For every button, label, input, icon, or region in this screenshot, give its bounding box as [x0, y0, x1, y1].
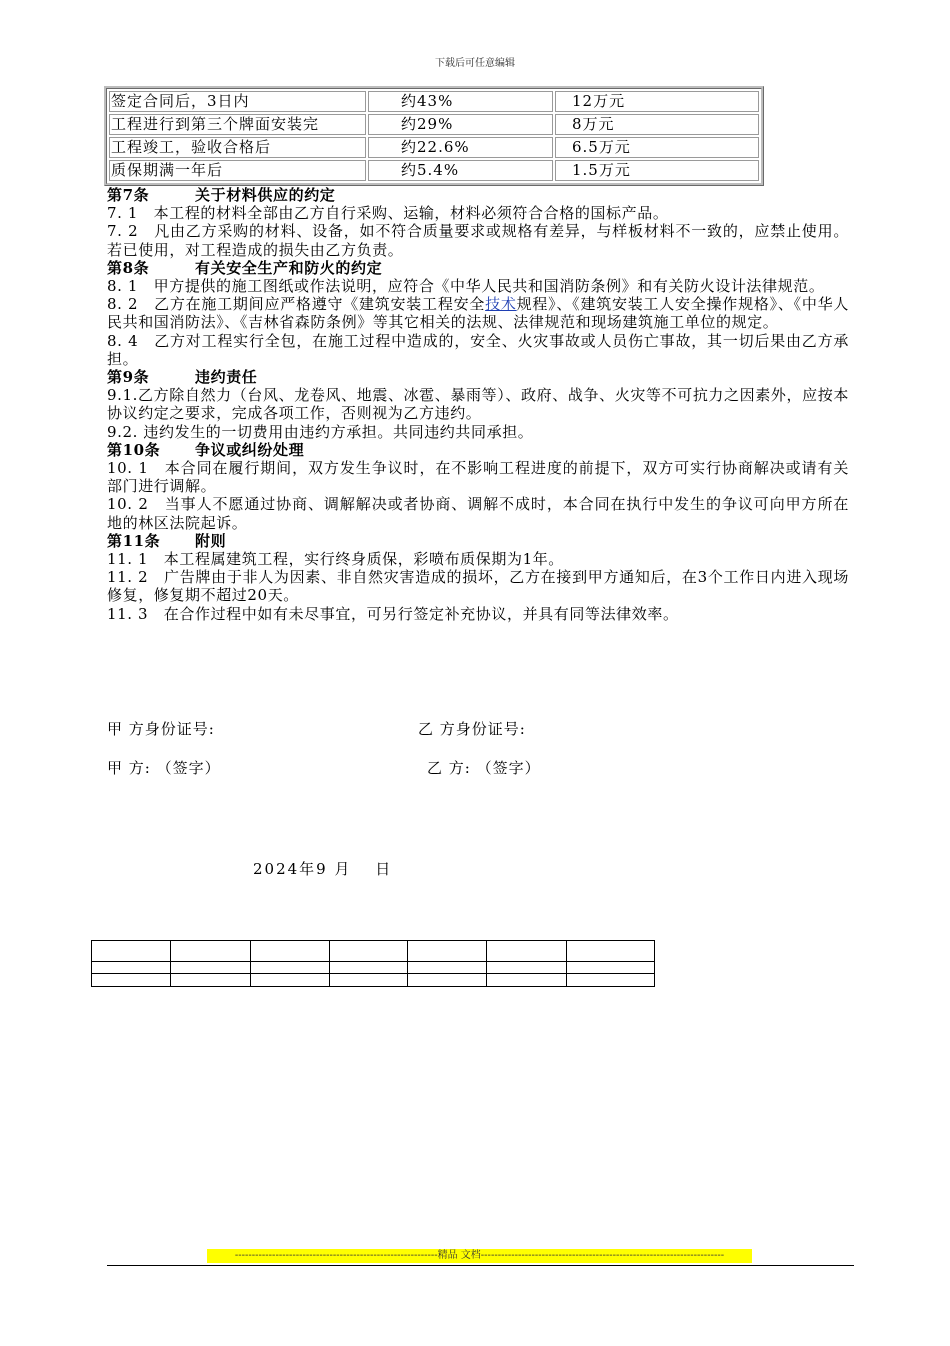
clause-8-4: 8. 4 乙方对工程实行全包，在施工过程中造成的，安全、火灾事故或人员伤亡事故，其一切后果由乙方承担。 [107, 331, 849, 368]
article-10-heading [107, 441, 849, 459]
blank-grid-table [91, 940, 655, 987]
technology-link[interactable]: 技术 [485, 295, 517, 314]
article-number: 第8条 [107, 258, 150, 277]
blank-cell [567, 973, 655, 986]
clause-7-2: 7. 2 凡由乙方采购的材料、设备，如不符合质量要求或规格有差异，与样板材料不一致的，应禁止使用。若已使用，对工程造成的损失由乙方负责。 [107, 222, 849, 259]
article-number: 第7条 [107, 186, 150, 204]
clause-10-2: 10. 2 当事人不愿通过协商、调解解决或者协商、调解不成时，本合同在执行中发生的争议可向甲方所在地的林区法院起诉。 [107, 495, 849, 532]
clause-10-1: 10. 1 本合同在履行期间，双方发生争议时，在不影响工程进度的前提下，双方可实行协商解决或请有关部门进行调解。 [107, 459, 849, 496]
signing-date: 2024年9 月 日 [253, 860, 393, 878]
article-9-heading [107, 368, 849, 386]
page-header: 下载后可任意编辑 [435, 58, 515, 69]
blank-cell [329, 973, 408, 986]
payment-amount: 12万元 [555, 91, 759, 112]
clause-text: 8. 2 乙方在施工期间应严格遵守《建筑安装工程安全 [107, 295, 486, 314]
payment-percent: 约22.6% [368, 137, 553, 158]
clause-11-3: 11. 3 在合作过程中如有未尽事宜，可另行签定补充协议，并具有同等法律效率。 [107, 604, 679, 623]
blank-cell [250, 941, 329, 962]
table-row [92, 962, 655, 973]
blank-cell [92, 941, 171, 962]
blank-cell [408, 973, 487, 986]
payment-percent: 约29% [368, 114, 553, 135]
table-row [92, 973, 655, 986]
blank-cell [250, 973, 329, 986]
blank-cell [170, 941, 250, 962]
article-number: 第10条 [107, 440, 161, 459]
blank-cell [170, 973, 250, 986]
table-row [109, 114, 759, 135]
payment-stage: 签定合同后，3日内 [109, 91, 366, 112]
blank-cell [329, 941, 408, 962]
footer-banner: ------------------------------------------------------------精品 文档------------------------------------------------------------------------ [207, 1249, 752, 1263]
table-row [109, 160, 759, 181]
bottom-divider [107, 1265, 854, 1266]
clause-11-1: 11. 1 本工程属建筑工程，实行终身质保，彩喷布质保期为1年。 [107, 550, 564, 569]
payment-stage: 质保期满一年后 [109, 160, 366, 181]
article-title: 违约责任 [195, 368, 258, 387]
blank-cell [567, 941, 655, 962]
table-row [109, 137, 759, 158]
blank-cell [250, 962, 329, 973]
signature-row [107, 757, 541, 778]
article-title: 关于材料供应的约定 [195, 186, 336, 204]
blank-cell [487, 973, 567, 986]
blank-cell [408, 941, 487, 962]
payment-stage: 工程竣工，验收合格后 [109, 137, 366, 158]
table-row [92, 941, 655, 962]
party-a-id-label: 甲 方身份证号: [107, 720, 215, 738]
party-b-id-label: 乙 方身份证号: [418, 720, 526, 738]
payment-percent: 约43% [368, 91, 553, 112]
blank-cell [487, 941, 567, 962]
article-title: 附则 [195, 531, 227, 550]
table-row [109, 91, 759, 112]
article-11-heading [107, 532, 849, 550]
payment-stage: 工程进行到第三个牌面安装完 [109, 114, 366, 135]
clause-7-1: 7. 1 本工程的材料全部由乙方自行采购、运输，材料必须符合合格的国标产品。 [107, 204, 669, 223]
article-title: 争议或纠纷处理 [195, 440, 305, 459]
payment-percent: 约5.4% [368, 160, 553, 181]
clause-9-1: 9.1.乙方除自然力（台风、龙卷风、地震、冰雹、暴雨等）、政府、战争、火灾等不可抗力之因素外，应按本协议约定之要求，完成各项工作，否则视为乙方违约。 [107, 386, 849, 423]
article-title: 有关安全生产和防火的约定 [195, 258, 383, 277]
contract-body [107, 186, 849, 623]
payment-amount: 8万元 [555, 114, 759, 135]
blank-cell [170, 962, 250, 973]
article-8-heading [107, 259, 849, 277]
party-b-sign-label: 乙 方: （签字） [427, 759, 541, 777]
clause-text: 规程》、《建筑安装工人安全操作规格》、《中华人民共和国消防法》、《吉林省森防条例》等其它相关的法规、法律规范和现场建筑施工单位的规定。 [107, 295, 849, 332]
party-a-sign-label: 甲 方: （签字） [107, 759, 221, 777]
blank-cell [487, 962, 567, 973]
clause-8-2 [107, 295, 849, 331]
blank-cell [567, 962, 655, 973]
article-number: 第9条 [107, 368, 150, 387]
payment-schedule-table [104, 86, 764, 186]
payment-amount: 1.5万元 [555, 160, 759, 181]
clause-9-2: 9.2. 违约发生的一切费用由违约方承担。共同违约共同承担。 [107, 422, 534, 441]
blank-cell [329, 962, 408, 973]
blank-cell [408, 962, 487, 973]
blank-cell [92, 962, 171, 973]
payment-amount: 6.5万元 [555, 137, 759, 158]
clause-8-1: 8. 1 甲方提供的施工图纸或作法说明，应符合《中华人民共和国消防条例》和有关防火设计法律规范。 [107, 277, 825, 296]
article-number: 第11条 [107, 531, 161, 550]
id-number-row [107, 718, 526, 739]
clause-11-2: 11. 2 广告牌由于非人为因素、非自然灾害造成的损坏，乙方在接到甲方通知后，在3个工作日内进入现场修复，修复期不超过20天。 [107, 568, 849, 605]
blank-cell [92, 973, 171, 986]
article-7-heading [107, 186, 849, 204]
